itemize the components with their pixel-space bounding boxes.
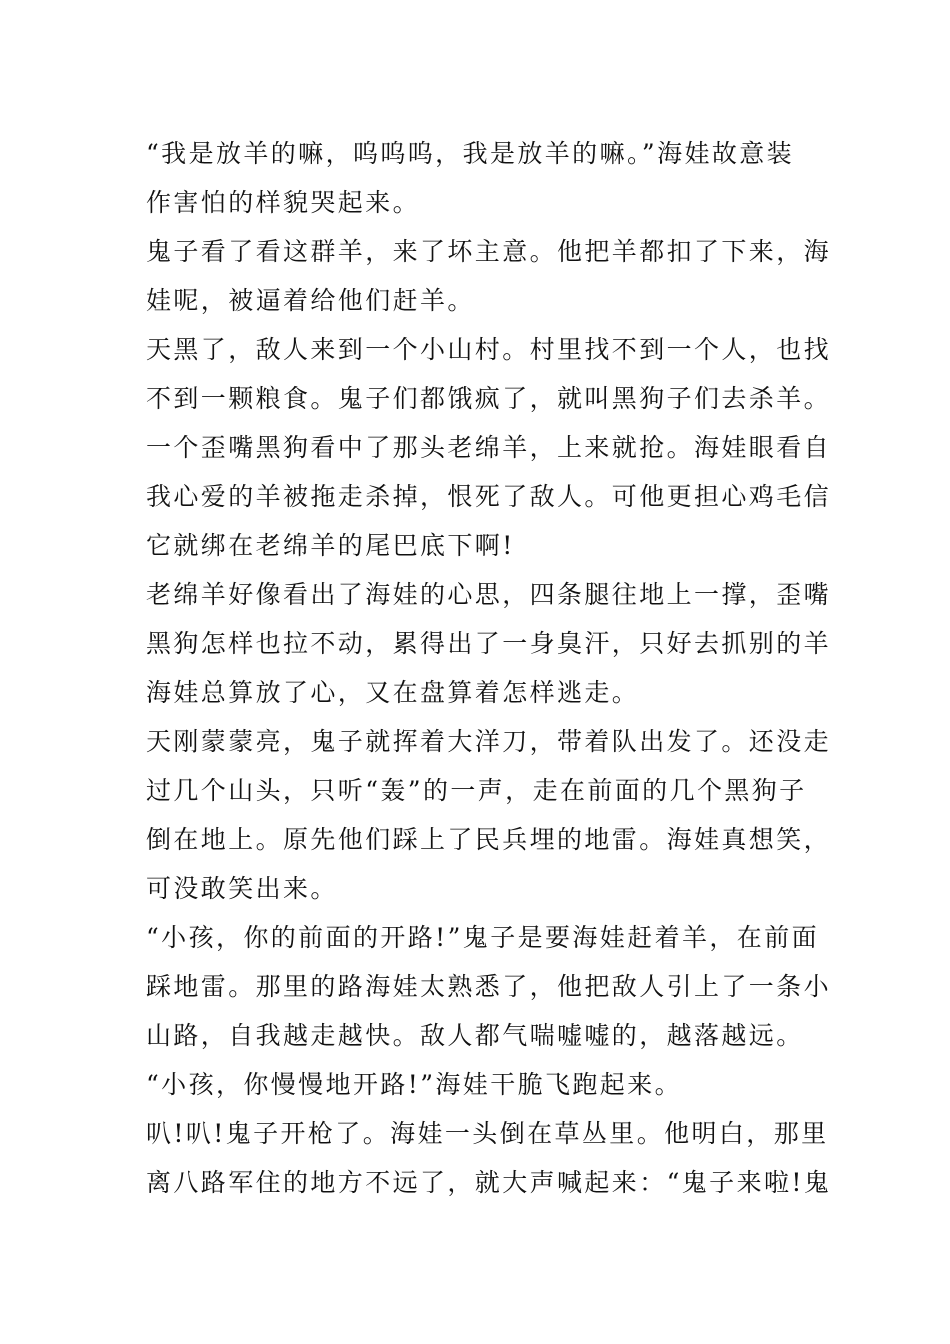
text-line: “小孩，你慢慢地开路!”海娃干脆飞跑起来。 bbox=[146, 1070, 683, 1099]
text-line: 倒在地上。原先他们踩上了民兵埋的地雷。海娃真想笑， bbox=[146, 825, 832, 854]
text-line: 可没敢笑出来。 bbox=[146, 874, 338, 903]
text-line: 叭!叭!鬼子开枪了。海娃一头倒在草丛里。他明白，那里 bbox=[146, 1119, 829, 1148]
text-line: “我是放羊的嘛，呜呜呜，我是放羊的嘛。”海娃故意装 bbox=[146, 139, 795, 168]
text-line: 过几个山头，只听“轰”的一声，走在前面的几个黑狗子 bbox=[146, 776, 807, 805]
text-line: 我心爱的羊被拖走杀掉，恨死了敌人。可他更担心鸡毛信 bbox=[146, 482, 832, 511]
text-line: 一个歪嘴黑狗看中了那头老绵羊，上来就抢。海娃眼看自 bbox=[146, 433, 832, 462]
text-line: 山路，自我越走越快。敌人都气喘嘘嘘的，越落越远。 bbox=[146, 1021, 804, 1050]
text-line: 娃呢，被逼着给他们赶羊。 bbox=[146, 286, 475, 315]
story-text bbox=[146, 129, 832, 1207]
text-line: 天刚蒙蒙亮，鬼子就挥着大洋刀，带着队出发了。还没走 bbox=[146, 727, 832, 756]
text-line: 鬼子看了看这群羊，来了坏主意。他把羊都扣了下来，海 bbox=[146, 237, 832, 266]
text-line: 离八路军住的地方不远了，就大声喊起来：“鬼子来啦!鬼 bbox=[146, 1168, 832, 1197]
text-line: 海娃总算放了心，又在盘算着怎样逃走。 bbox=[146, 678, 640, 707]
text-line: “小孩，你的前面的开路!”鬼子是要海娃赶着羊，在前面 bbox=[146, 923, 820, 952]
text-line: 踩地雷。那里的路海娃太熟悉了，他把敌人引上了一条小 bbox=[146, 972, 832, 1001]
text-line: 黑狗怎样也拉不动，累得出了一身臭汗，只好去抓别的羊 bbox=[146, 629, 832, 658]
text-line: 它就绑在老绵羊的尾巴底下啊! bbox=[146, 531, 515, 560]
text-line: 老绵羊好像看出了海娃的心思，四条腿往地上一撑，歪嘴 bbox=[146, 580, 832, 609]
text-line: 天黑了，敌人来到一个小山村。村里找不到一个人，也找 bbox=[146, 335, 832, 364]
text-line: 作害怕的样貌哭起来。 bbox=[146, 188, 421, 217]
text-line: 不到一颗粮食。鬼子们都饿疯了，就叫黑狗子们去杀羊。 bbox=[146, 384, 832, 413]
